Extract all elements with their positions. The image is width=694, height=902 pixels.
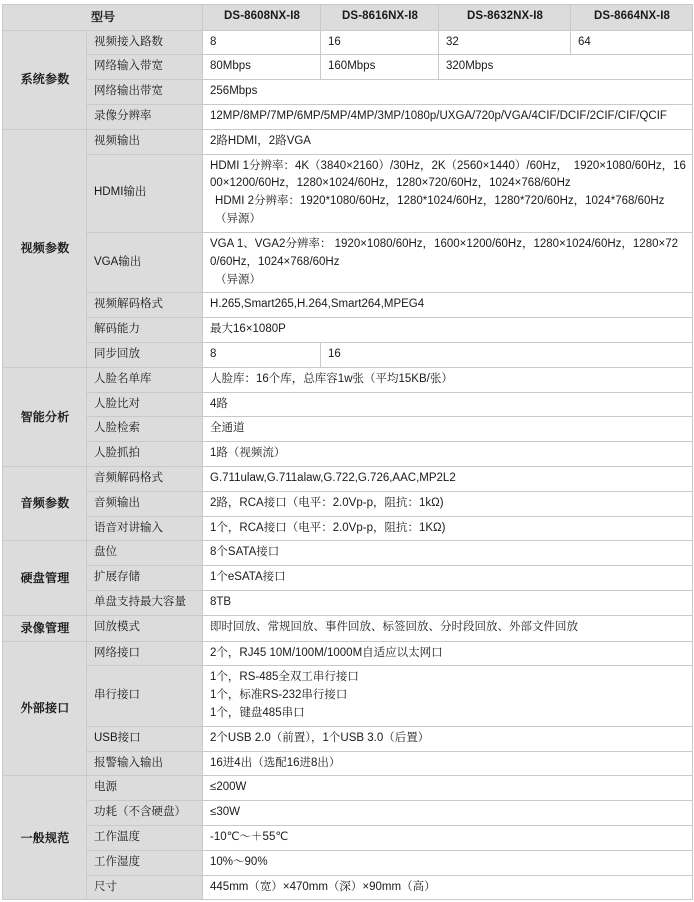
value-cell: 64 — [571, 30, 693, 55]
table-row — [3, 850, 693, 875]
value-cell: 2个USB 2.0（前置），1个USB 3.0（后置） — [203, 726, 693, 751]
param-label: 视频解码格式 — [87, 293, 203, 318]
table-body — [3, 5, 693, 900]
param-label: 串行接口 — [87, 666, 203, 726]
table-row — [3, 751, 693, 776]
param-label: 录像分辨率 — [87, 105, 203, 130]
value-cell: 人脸库：16个库，总库容1w张（平均15KB/张） — [203, 367, 693, 392]
table-row — [3, 641, 693, 666]
header-sku-2: DS-8616NX-I8 — [321, 5, 439, 31]
group-label-8: 一般规范 — [3, 776, 87, 900]
value-cell: 32 — [439, 30, 571, 55]
value-cell: ≤30W — [203, 801, 693, 826]
table-row — [3, 293, 693, 318]
table-header-row — [3, 5, 693, 31]
table-row — [3, 491, 693, 516]
table-row — [3, 417, 693, 442]
param-label: HDMI输出 — [87, 154, 203, 232]
table-row — [3, 105, 693, 130]
group-label-4: 音频参数 — [3, 467, 87, 541]
table-row — [3, 232, 693, 292]
param-label: 工作温度 — [87, 826, 203, 851]
table-row — [3, 726, 693, 751]
value-cell — [203, 154, 693, 232]
value-cell: 16进4出（选配16进8出） — [203, 751, 693, 776]
group-label-7: 外部接口 — [3, 641, 87, 776]
table-row — [3, 154, 693, 232]
table-row — [3, 801, 693, 826]
value-line: HDMI 2分辨率：1920*1080/60Hz，1280*1024/60Hz，1280*720/60Hz，1024*768/60Hz — [215, 195, 665, 208]
param-label: 单盘支持最大容量 — [87, 591, 203, 616]
param-label: 扩展存储 — [87, 566, 203, 591]
param-label: USB接口 — [87, 726, 203, 751]
value-line: （异源） — [215, 273, 262, 286]
table-row — [3, 318, 693, 343]
param-label: 人脸名单库 — [87, 367, 203, 392]
table-row — [3, 591, 693, 616]
value-cell: 256Mbps — [203, 80, 693, 105]
param-label: 人脸比对 — [87, 392, 203, 417]
table-row — [3, 367, 693, 392]
value-cell: 1个，RCA接口（电平：2.0Vp-p，阻抗：1KΩ) — [203, 516, 693, 541]
value-cell: 最大16×1080P — [203, 318, 693, 343]
table-row — [3, 467, 693, 492]
header-model-label: 型号 — [3, 5, 203, 31]
value-line: 1个，标准RS-232串行接口 — [210, 689, 348, 702]
value-cell: G.711ulaw,G.711alaw,G.722,G.726,AAC,MP2L2 — [203, 467, 693, 492]
value-cell: 445mm（宽）×470mm（深）×90mm（高） — [203, 875, 693, 900]
value-cell: 10%～90% — [203, 850, 693, 875]
value-cell: 16 — [321, 30, 439, 55]
param-label: 报警输入输出 — [87, 751, 203, 776]
param-label: 网络输出带宽 — [87, 80, 203, 105]
value-cell: 1路（视频流） — [203, 442, 693, 467]
table-row — [3, 30, 693, 55]
param-label: VGA输出 — [87, 232, 203, 292]
param-label: 人脸抓拍 — [87, 442, 203, 467]
param-label: 回放模式 — [87, 615, 203, 641]
header-sku-1: DS-8608NX-I8 — [203, 5, 321, 31]
table-row — [3, 442, 693, 467]
table-row — [3, 776, 693, 801]
value-cell — [203, 232, 693, 292]
value-line: 1个，键盘485串口 — [210, 706, 305, 719]
value-cell: 2个，RJ45 10M/100M/1000M自适应以太网口 — [203, 641, 693, 666]
group-label-2: 视频参数 — [3, 129, 87, 367]
table-row — [3, 541, 693, 566]
value-line: HDMI 1分辨率：4K（3840×2160）/30Hz，2K（2560×1440）/60Hz， 1920×1080/60Hz，1600×1200/60Hz，1280×1024/60Hz，1280×720/60Hz，1024×768/60Hz — [210, 159, 686, 190]
param-label: 工作湿度 — [87, 850, 203, 875]
param-label: 电源 — [87, 776, 203, 801]
table-row — [3, 615, 693, 641]
table-row — [3, 342, 693, 367]
group-label-3: 智能分析 — [3, 367, 87, 466]
param-label: 视频接入路数 — [87, 30, 203, 55]
table-row — [3, 55, 693, 80]
value-cell: 320Mbps — [439, 55, 693, 80]
table-row — [3, 392, 693, 417]
table-row — [3, 666, 693, 726]
value-cell: 2路，RCA接口（电平：2.0Vp-p，阻抗：1kΩ) — [203, 491, 693, 516]
param-label: 解码能力 — [87, 318, 203, 343]
value-cell: 全通道 — [203, 417, 693, 442]
header-sku-4: DS-8664NX-I8 — [571, 5, 693, 31]
value-line: （异源） — [215, 213, 262, 226]
param-label: 音频解码格式 — [87, 467, 203, 492]
value-cell: 4路 — [203, 392, 693, 417]
param-label: 同步回放 — [87, 342, 203, 367]
table-row — [3, 80, 693, 105]
value-cell: 160Mbps — [321, 55, 439, 80]
table-row — [3, 875, 693, 900]
value-cell: 80Mbps — [203, 55, 321, 80]
header-sku-3: DS-8632NX-I8 — [439, 5, 571, 31]
value-cell: 16 — [321, 342, 693, 367]
param-label: 尺寸 — [87, 875, 203, 900]
table-row — [3, 566, 693, 591]
value-cell — [203, 666, 693, 726]
value-cell: 8 — [203, 30, 321, 55]
value-cell: -10℃～＋55℃ — [203, 826, 693, 851]
group-label-5: 硬盘管理 — [3, 541, 87, 615]
table-row — [3, 129, 693, 154]
group-label-6: 录像管理 — [3, 615, 87, 641]
value-cell: 12MP/8MP/7MP/6MP/5MP/4MP/3MP/1080p/UXGA/720p/VGA/4CIF/DCIF/2CIF/CIF/QCIF — [203, 105, 693, 130]
param-label: 网络接口 — [87, 641, 203, 666]
param-label: 盘位 — [87, 541, 203, 566]
value-cell: 8 — [203, 342, 321, 367]
specification-table — [2, 4, 693, 900]
param-label: 语音对讲输入 — [87, 516, 203, 541]
param-label: 视频输出 — [87, 129, 203, 154]
value-cell: 8个SATA接口 — [203, 541, 693, 566]
value-cell: 即时回放、常规回放、事件回放、标签回放、分时段回放、外部文件回放 — [203, 615, 693, 641]
group-label-1: 系统参数 — [3, 30, 87, 129]
param-label: 音频输出 — [87, 491, 203, 516]
value-cell: ≤200W — [203, 776, 693, 801]
value-line: 1个，RS-485全双工串行接口 — [210, 671, 359, 684]
value-cell: 1个eSATA接口 — [203, 566, 693, 591]
value-line: VGA 1、VGA2分辨率： 1920×1080/60Hz，1600×1200/60Hz，1280×1024/60Hz，1280×720/60Hz，1024×768/60Hz — [210, 237, 678, 268]
value-cell: 8TB — [203, 591, 693, 616]
param-label: 网络输入带宽 — [87, 55, 203, 80]
param-label: 功耗（不含硬盘） — [87, 801, 203, 826]
value-cell: 2路HDMI，2路VGA — [203, 129, 693, 154]
table-row — [3, 516, 693, 541]
param-label: 人脸检索 — [87, 417, 203, 442]
value-cell: H.265,Smart265,H.264,Smart264,MPEG4 — [203, 293, 693, 318]
table-row — [3, 826, 693, 851]
